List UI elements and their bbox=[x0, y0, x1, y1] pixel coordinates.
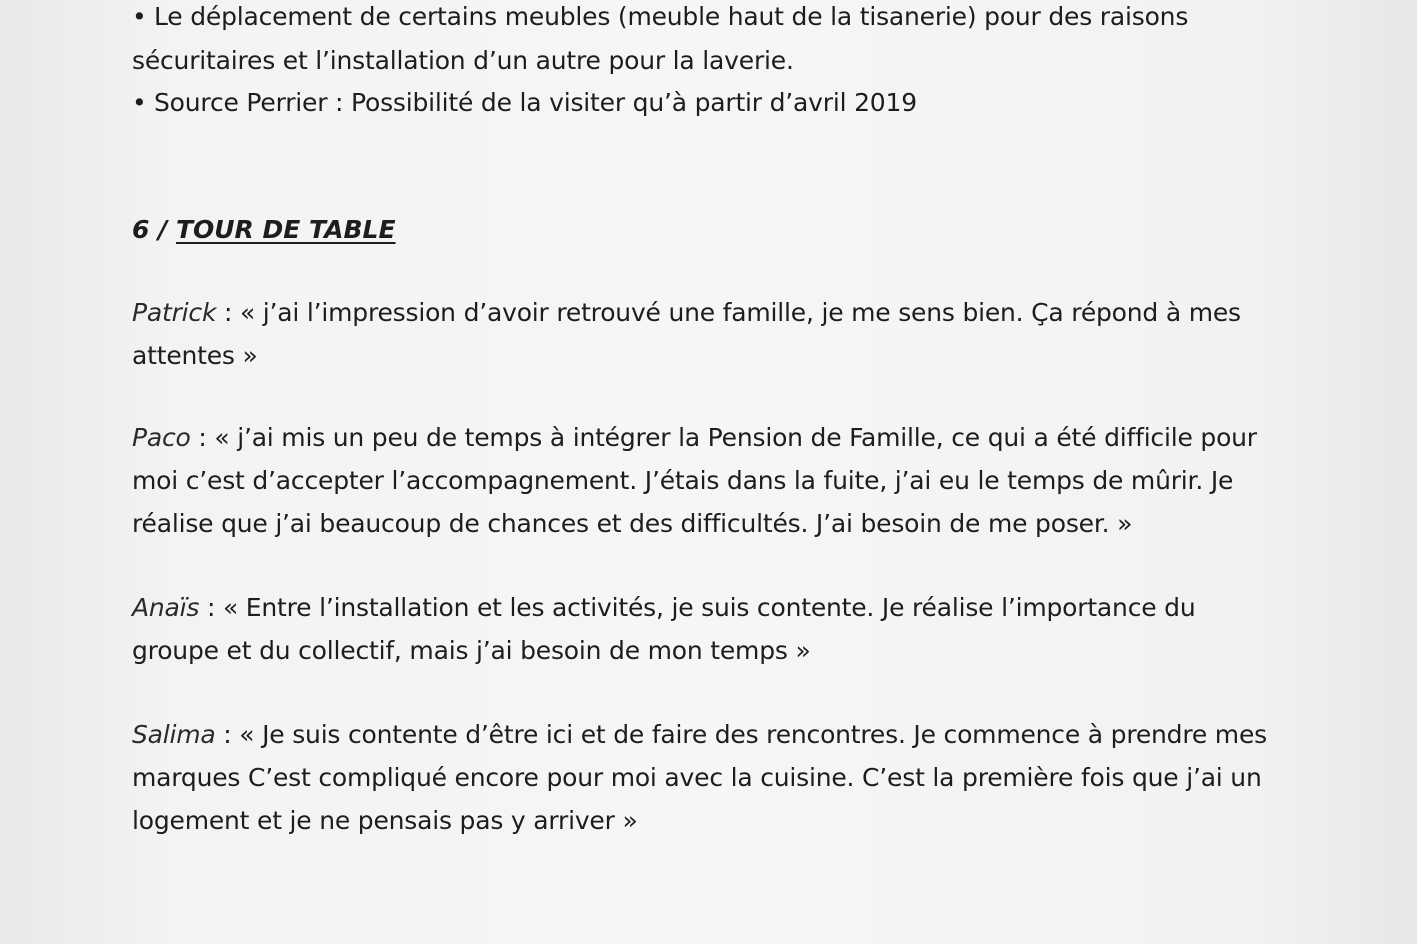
speaker-name: Patrick bbox=[132, 298, 217, 327]
bullet-icon: • bbox=[132, 2, 147, 31]
speaker-name: Anaïs bbox=[132, 593, 200, 622]
speaker-name: Salima bbox=[132, 720, 216, 749]
testimony-line: Paco : « j’ai mis un peu de temps à intégrer la Pension de Famille, ce qui a été difficile pour bbox=[132, 423, 1257, 452]
bullet-item-line: • Source Perrier : Possibilité de la visiter qu’à partir d’avril 2019 bbox=[132, 88, 917, 117]
testimony-line: Salima : « Je suis contente d’être ici et de faire des rencontres. Je commence à prendre mes bbox=[132, 720, 1267, 749]
testimony-line: réalise que j’ai beaucoup de chances et des difficultés. J’ai besoin de me poser. » bbox=[132, 509, 1133, 538]
bullet-icon: • bbox=[132, 88, 147, 117]
testimony-line: groupe et du collectif, mais j’ai besoin de mon temps » bbox=[132, 636, 811, 665]
section-heading bbox=[132, 215, 396, 245]
bullet-item-line: sécuritaires et l’installation d’un autre pour la laverie. bbox=[132, 46, 794, 75]
testimony-line: Anaïs : « Entre l’installation et les activités, je suis contente. Je réalise l’importance du bbox=[132, 593, 1196, 622]
testimony-line: moi c’est d’accepter l’accompagnement. J’étais dans la fuite, j’ai eu le temps de mûrir. Je bbox=[132, 466, 1234, 495]
testimony-line: attentes » bbox=[132, 341, 258, 370]
document-page bbox=[132, 0, 1352, 944]
section-number: 6 / bbox=[132, 215, 176, 244]
testimony-line: logement et je ne pensais pas y arriver » bbox=[132, 806, 638, 835]
bullet-item-line: • Le déplacement de certains meubles (meuble haut de la tisanerie) pour des raisons bbox=[132, 2, 1189, 31]
speaker-name: Paco bbox=[132, 423, 191, 452]
testimony-line: marques C’est compliqué encore pour moi avec la cuisine. C’est la première fois que j’ai un bbox=[132, 763, 1262, 792]
section-title: TOUR DE TABLE bbox=[175, 215, 396, 244]
testimony-line: Patrick : « j’ai l’impression d’avoir retrouvé une famille, je me sens bien. Ça répond à mes bbox=[132, 298, 1241, 327]
